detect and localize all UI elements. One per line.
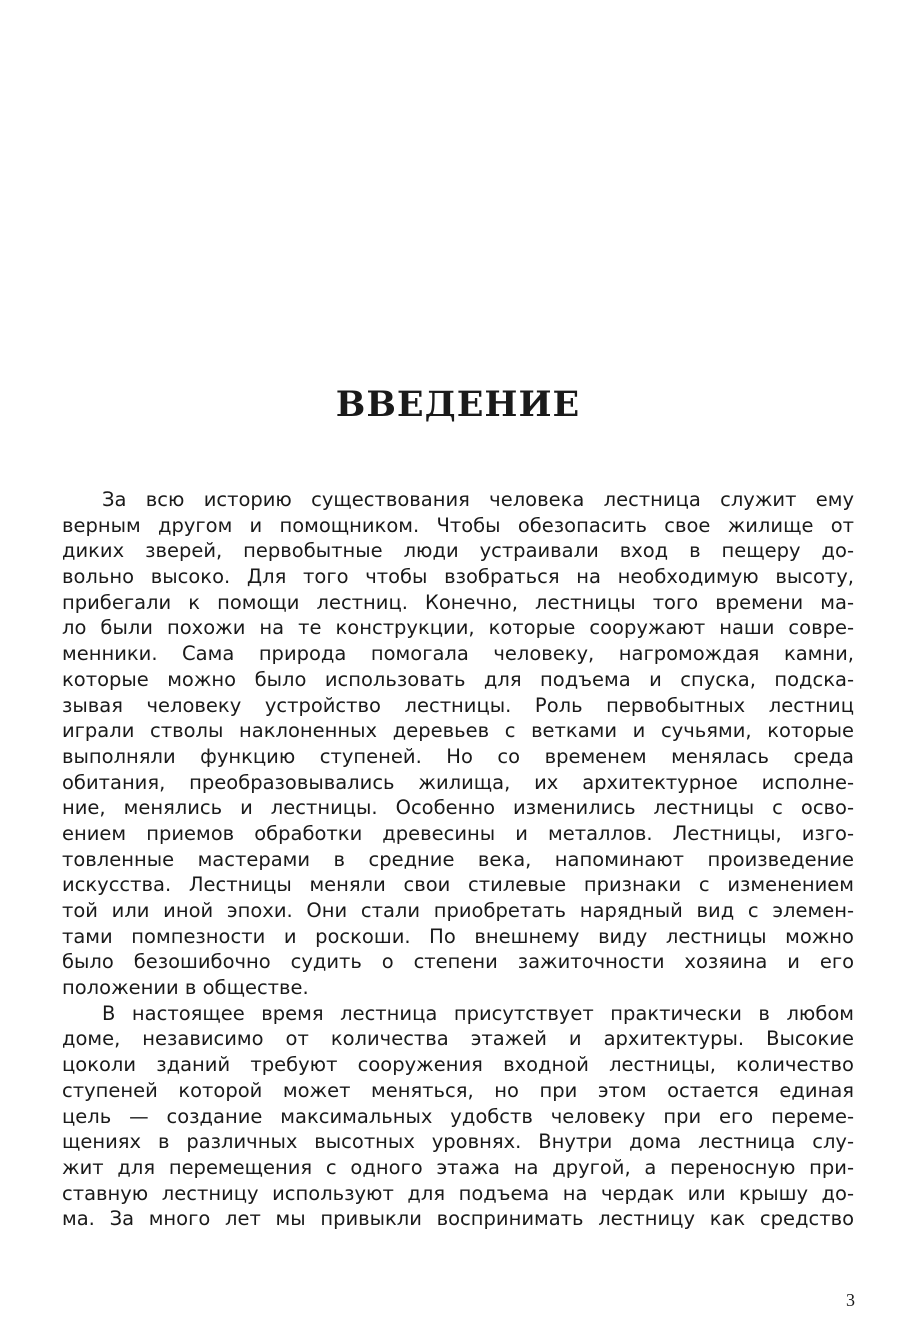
text-line: ма. За много лет мы привыкли воспринимать лестницу как средство: [62, 1207, 854, 1231]
text-line: искусства. Лестницы меняли свои стилевые признаки с изменением: [62, 873, 854, 897]
text-line: тами помпезности и роскоши. По внешнему виду лестницы можно: [62, 924, 854, 948]
text-line: выполняли функцию ступеней. Но со временем менялась среда: [62, 744, 854, 768]
text-line: менники. Сама природа помогала человеку, нагромождая камни,: [62, 642, 854, 666]
text-line: щениях в различных высотных уровнях. Внутри дома лестница слу-: [62, 1130, 854, 1154]
text-line: жит для перемещения с одного этажа на другой, а переносную при-: [62, 1155, 854, 1179]
text-line: которые можно было использовать для подъема и спуска, подска-: [62, 667, 854, 691]
text-line: ступеней которой может меняться, но при этом остается единая: [62, 1078, 854, 1102]
text-line: доме, независимо от количества этажей и архитектуры. Высокие: [62, 1027, 854, 1051]
text-line: играли стволы наклоненных деревьев с ветками и сучьями, которые: [62, 719, 854, 743]
page-title: ВВЕДЕНИЕ: [335, 384, 581, 425]
text-line: ением приемов обработки древесины и металлов. Лестницы, изго-: [62, 821, 854, 845]
text-line: ставную лестницу используют для подъема на чердак или крышу до-: [62, 1181, 854, 1205]
body-text: [62, 487, 854, 1232]
text-line: ло были похожи на те конструкции, которые сооружают наши совре-: [62, 616, 854, 640]
text-line: той или иной эпохи. Они стали приобретать нарядный вид с элемен-: [62, 899, 854, 922]
text-line: было безошибочно судить о степени зажиточности хозяина и его: [62, 950, 854, 974]
text-line: ние, менялись и лестницы. Особенно изменились лестницы с осво-: [62, 796, 854, 820]
text-line: зывая человеку устройство лестницы. Роль первобытных лестниц: [62, 693, 854, 717]
text-line: прибегали к помощи лестниц. Конечно, лестницы того времени ма-: [62, 590, 854, 614]
text-line: диких зверей, первобытные люди устраивали вход в пещеру до-: [62, 539, 854, 563]
page-number: 3: [846, 1290, 855, 1310]
text-line: В настоящее время лестница присутствует практически в любом: [102, 1001, 854, 1025]
text-line: За всю историю существования человека лестница служит ему: [102, 488, 854, 511]
text-line: обитания, преобразовывались жилища, их архитектурное исполне-: [62, 770, 854, 794]
text-line: положении в обществе.: [62, 976, 309, 1000]
text-line: вольно высоко. Для того чтобы взобраться на необходимую высоту,: [62, 565, 854, 589]
text-line: цоколи зданий требуют сооружения входной лестницы, количество: [62, 1053, 854, 1077]
text-line: верным другом и помощником. Чтобы обезопасить свое жилище от: [62, 513, 854, 537]
text-line: цель — создание максимальных удобств человеку при его переме-: [62, 1104, 854, 1128]
text-line: товленные мастерами в средние века, напоминают произведение: [62, 847, 854, 871]
